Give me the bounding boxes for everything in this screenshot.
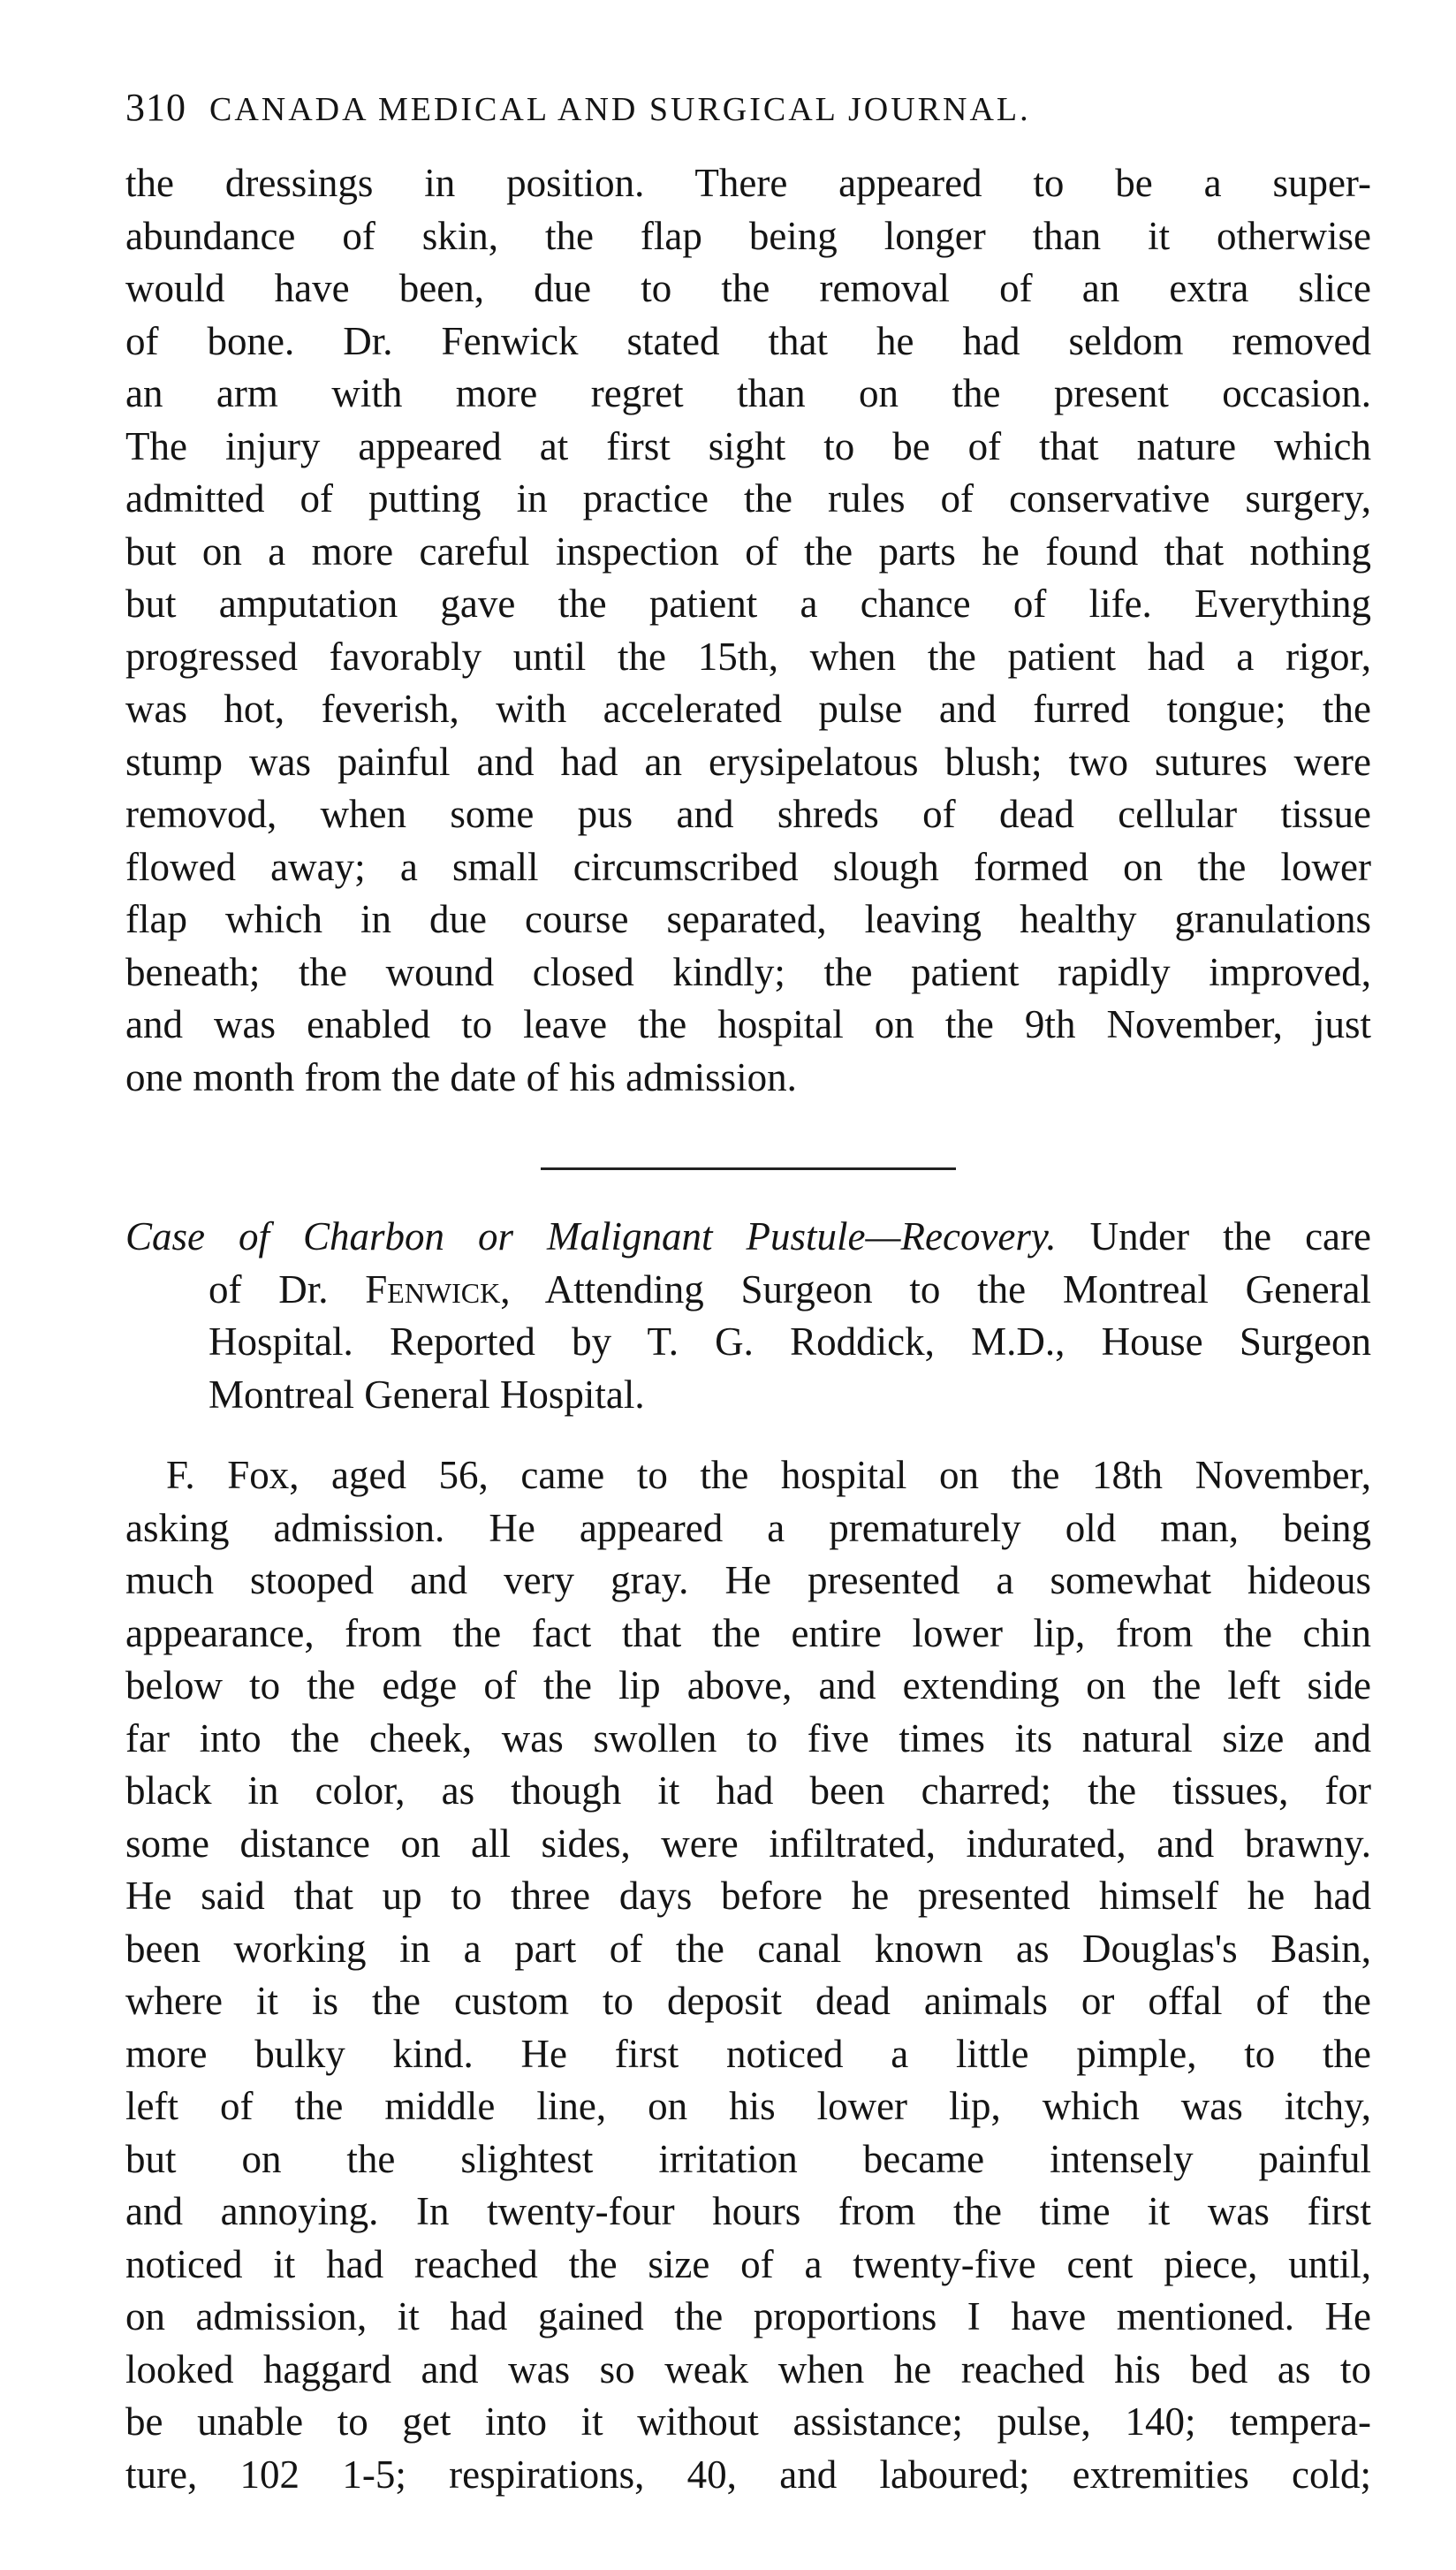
running-header xyxy=(125,85,1371,147)
case-caption xyxy=(125,1211,1371,1421)
text-line: The injury appeared at first sight to be of that nature which xyxy=(125,423,1371,468)
text-line: an arm with more regret than on the present occasion. xyxy=(125,371,1371,415)
text-line: of bone. Dr. Fenwick stated that he had seldom removed xyxy=(125,318,1371,363)
text-line: the dressings in position. There appeared to be a super- xyxy=(125,161,1371,205)
text-line: some distance on all sides, were infiltrated, indurated, and brawny. xyxy=(125,1821,1371,1866)
caption-line: of Dr. Fenwick, Attending Surgeon to the Montreal General xyxy=(209,1266,1371,1312)
text-line: one month from the date of his admission. xyxy=(125,1054,797,1099)
text-line: and annoying. In twenty-four hours from the time it was first xyxy=(125,2189,1371,2233)
text-line: looked haggard and was so weak when he reached his bed as to xyxy=(125,2346,1371,2391)
text-line: been working in a part of the canal known as Douglas's Basin, xyxy=(125,1926,1371,1971)
text-line: but on the slightest irritation became intensely painful xyxy=(125,2136,1371,2181)
text-line: more bulky kind. He first noticed a little pimple, to the xyxy=(125,2031,1371,2076)
text-line: noticed it had reached the size of a twenty-five cent piece, until, xyxy=(125,2241,1371,2286)
text-line: flowed away; a small circumscribed slough formed on the lower xyxy=(125,844,1371,889)
text-line: abundance of skin, the flap being longer than it otherwise xyxy=(125,213,1371,258)
journal-page xyxy=(125,85,1371,2501)
text-line: admitted of putting in practice the rules of conservative surgery, xyxy=(125,476,1371,521)
section-divider xyxy=(541,1167,956,1170)
text-line: asking admission. He appeared a prematurely old man, being xyxy=(125,1505,1371,1550)
text-line: flap which in due course separated, leaving healthy granulations xyxy=(125,897,1371,941)
text-line: much stooped and very gray. He presented a somewhat hideous xyxy=(125,1558,1371,1602)
journal-title: CANADA MEDICAL AND SURGICAL JOURNAL. xyxy=(209,91,1031,128)
text-line: removod, when some pus and shreds of dead cellular tissue xyxy=(125,792,1371,836)
paragraph-amputation-case xyxy=(125,157,1371,1104)
text-line: appearance, from the fact that the entire lower lip, from the chin xyxy=(125,1610,1371,1655)
text-line: black in color, as though it had been charred; the tissues, for xyxy=(125,1768,1371,1813)
text-line: and was enabled to leave the hospital on the 9th November, just xyxy=(125,1002,1371,1046)
text-line: He said that up to three days before he presented himself he had xyxy=(125,1874,1371,1918)
surgeon-name: Fenwick xyxy=(365,1266,501,1312)
text-line: left of the middle line, on his lower lip, which was itchy, xyxy=(125,2084,1371,2128)
text-line: beneath; the wound closed kindly; the patient rapidly improved, xyxy=(125,949,1371,994)
text-line: would have been, due to the removal of an extra slice xyxy=(125,266,1371,310)
text-line: be unable to get into it without assistance; pulse, 140; tempera- xyxy=(125,2399,1371,2444)
caption-line: Montreal General Hospital. xyxy=(209,1372,645,1417)
text-line: below to the edge of the lip above, and extending on the left side xyxy=(125,1663,1371,1707)
caption-line: Case of Charbon or Malignant Pustule—Recovery. Under the care xyxy=(125,1214,1371,1258)
text-line: progressed favorably until the 15th, when the patient had a rigor, xyxy=(125,634,1371,679)
caption-line: Hospital. Reported by T. G. Roddick, M.D., House Surgeon xyxy=(209,1319,1371,1364)
case-title: Case of Charbon or Malignant Pustule—Recovery. xyxy=(125,1214,1057,1258)
text-line: but amputation gave the patient a chance of life. Everything xyxy=(125,582,1371,626)
paragraph-charbon-case xyxy=(125,1449,1371,2501)
text-line: was hot, feverish, with accelerated pulse and furred tongue; the xyxy=(125,687,1371,731)
text-line: F. Fox, aged 56, came to the hospital on the 18th November, xyxy=(166,1453,1371,1497)
page-number: 310 xyxy=(125,86,186,129)
text-line: ture, 102 1-5; respirations, 40, and laboured; extremities cold; xyxy=(125,2452,1371,2497)
text-line: on admission, it had gained the proportions I have mentioned. He xyxy=(125,2294,1371,2338)
text-line: stump was painful and had an erysipelatous blush; two sutures were xyxy=(125,739,1371,784)
text-line: where it is the custom to deposit dead animals or offal of the xyxy=(125,1979,1371,2023)
text-line: but on a more careful inspection of the parts he found that nothing xyxy=(125,528,1371,574)
text-line: far into the cheek, was swollen to five times its natural size and xyxy=(125,1715,1371,1760)
